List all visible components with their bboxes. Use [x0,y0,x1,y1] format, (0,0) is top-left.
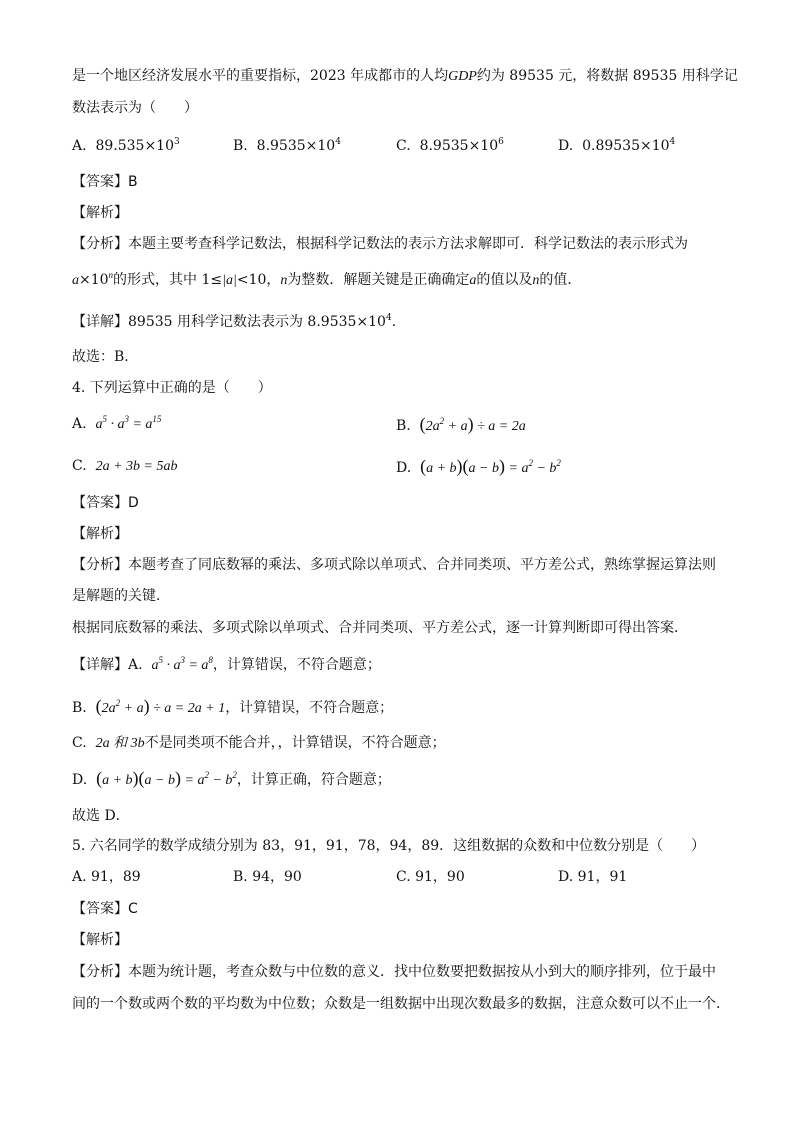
q4-option-b-formula: $(2a^2 + a) \div a = 2a$ [419,414,526,434]
q3-answer: 【答案】B [72,174,138,190]
q4-xj-a-text: ，计算错误，不符合题意； [212,657,381,673]
q4-option-d-label: D. [396,460,412,476]
q3-option-c [396,136,504,156]
q4-stem: 4. 下列运算中正确的是（ ） [72,380,272,396]
q4-option-c [72,456,177,477]
q4-xiangjie-b [72,696,734,719]
q3-abs-a: |a| [222,273,237,288]
q3-option-c-exp: 6 [498,137,504,147]
q3-var-a2: a [469,273,477,288]
q5-fenxi-line1: 【分析】本题为统计题，考查众数与中位数的意义．找中位数要把数据按从小到大的顺序排列，位于最中 [72,964,716,980]
q4-xj-d-text: ，计算正确，符合题意； [236,772,391,788]
q4-xj-b-formula: $(2a^2 + a) \div a = 2a + 1$ [95,696,226,716]
q3-fenxi-text-g: 的值． [539,272,582,288]
q3-times-ten: ×10 [79,272,109,288]
q3-option-b-base: 8.9535×10 [256,138,336,154]
q3-fenxi-line1: 【分析】本题主要考查科学记数法，根据科学记数法的表示方法求解即可．科学记数法的表示形式为 [72,236,688,252]
q3-gdp: GDP [448,69,477,84]
q4-xiangjie-d [72,768,734,791]
q3-xiangjie [72,312,734,332]
q3-fenxi-text-d: <10， [236,272,281,288]
q4-xj-c-label: C. [72,735,87,751]
q4-xj-d-label: D. [72,772,88,788]
q3-option-c-label: C. [396,138,411,154]
q5-option-a: A. 91，89 [72,869,141,885]
q3-option-b-exp: 4 [335,137,341,147]
q5-option-c: C. 91，90 [396,869,465,885]
q4-xj-a-label: 【详解】A. [72,657,143,673]
q3-fenxi-text-c: 的形式，其中 1≤ [113,272,223,288]
q3-fenxi-line2 [72,270,734,291]
q4-option-d-formula: $(a + b)(a - b) = a^2 - b^2$ [420,456,561,476]
q3-stem-text-a: 是一个地区经济发展水平的重要指标，2023 年成都市的人均 [72,68,449,84]
q4-option-a-label: A. [72,416,87,432]
q4-xj-b-text: ，计算错误，不符合题意； [225,700,394,716]
q5-option-d: D. 91，91 [558,869,628,885]
q3-stem-line2: 数法表示为（ ） [72,100,198,116]
q3-option-a-base: 89.535×10 [95,138,174,154]
q4-option-b [396,414,526,437]
q3-option-a-label: A. [72,138,87,154]
q3-stem-line1 [72,66,738,87]
q4-jiexi: 【解析】 [72,526,128,542]
q3-xiangjie-text: 【详解】89535 用科学记数法表示为 8.9535×10 [72,314,386,330]
q3-xiangjie-end: ． [391,314,406,330]
q3-fenxi-text-f: 的值以及 [476,272,533,288]
q3-option-d-label: D. [558,138,574,154]
q4-fenxi-line3: 根据同底数幂的乘法、多项式除以单项式、合并同类项、平方差公式，逐一计算判断即可得出答案． [72,620,688,636]
q5-stem: 5. 六名同学的数学成绩分别为 83，91，91，78，94，89．这组数据的众数和中位数分别是（ ） [72,838,706,854]
q4-xj-c-formula: 2a 和 3b [95,736,145,751]
q3-option-b-label: B. [233,138,248,154]
q3-xiangjie-exp: 4 [385,313,392,323]
q4-fenxi-line1: 【分析】本题考查了同底数幂的乘法、多项式除以单项式、合并同类项、平方差公式，熟练掌握运算法则 [72,557,716,573]
q4-option-c-formula: 2a + 3b = 5ab [95,459,178,474]
q3-var-n2: n [532,273,540,288]
q4-option-b-label: B. [396,418,411,434]
q4-option-c-label: C. [72,458,87,474]
q5-jiexi: 【解析】 [72,932,128,948]
q4-guxuan: 故选 D． [72,808,130,824]
q3-option-d-exp: 4 [669,137,676,147]
q4-option-a [72,414,161,435]
q3-fenxi-text-e: 为整数．解题关键是正确确定 [287,272,470,288]
q4-xj-d-formula: $(a + b)(a - b) = a^2 - b^2$ [96,768,237,788]
q4-option-a-formula: $a^5 \cdot a^3 = a^{15}$ [95,414,162,432]
q3-exp-n: n [108,270,114,280]
q3-jiexi: 【解析】 [72,205,128,221]
q4-answer: 【答案】D [72,495,139,511]
q3-var-a: a [72,273,79,288]
q3-option-d [558,136,675,156]
q4-xj-a-formula: $a^5 \cdot a^3 = a^8$ [151,655,213,673]
q4-option-d [396,456,561,479]
q5-fenxi-line2: 间的一个数或两个数的平均数为中位数；众数是一组数据中出现次数最多的数据，注意众数可以不止一个． [72,996,730,1012]
q3-option-c-base: 8.9535×10 [419,138,499,154]
q3-option-a [72,136,180,156]
q4-xiangjie-c [72,733,734,754]
q5-option-b: B. 94，90 [233,869,302,885]
q4-fenxi-line2: 是解题的关键． [72,588,170,604]
q4-xiangjie-a [72,655,734,676]
q4-xj-c-text: 不是同类项不能合并，，计算错误，不符合题意； [144,735,446,751]
q3-option-d-base: 0.89535×10 [582,138,670,154]
q3-var-n: n [280,273,288,288]
q5-answer: 【答案】C [72,901,138,917]
q3-option-a-exp: 3 [174,137,180,147]
q3-stem-text-b: 约为 89535 元，将数据 89535 用科学记 [476,68,738,84]
q3-guxuan: 故选：B． [72,349,139,365]
q4-xj-b-label: B. [72,700,87,716]
q3-option-b [233,136,341,156]
